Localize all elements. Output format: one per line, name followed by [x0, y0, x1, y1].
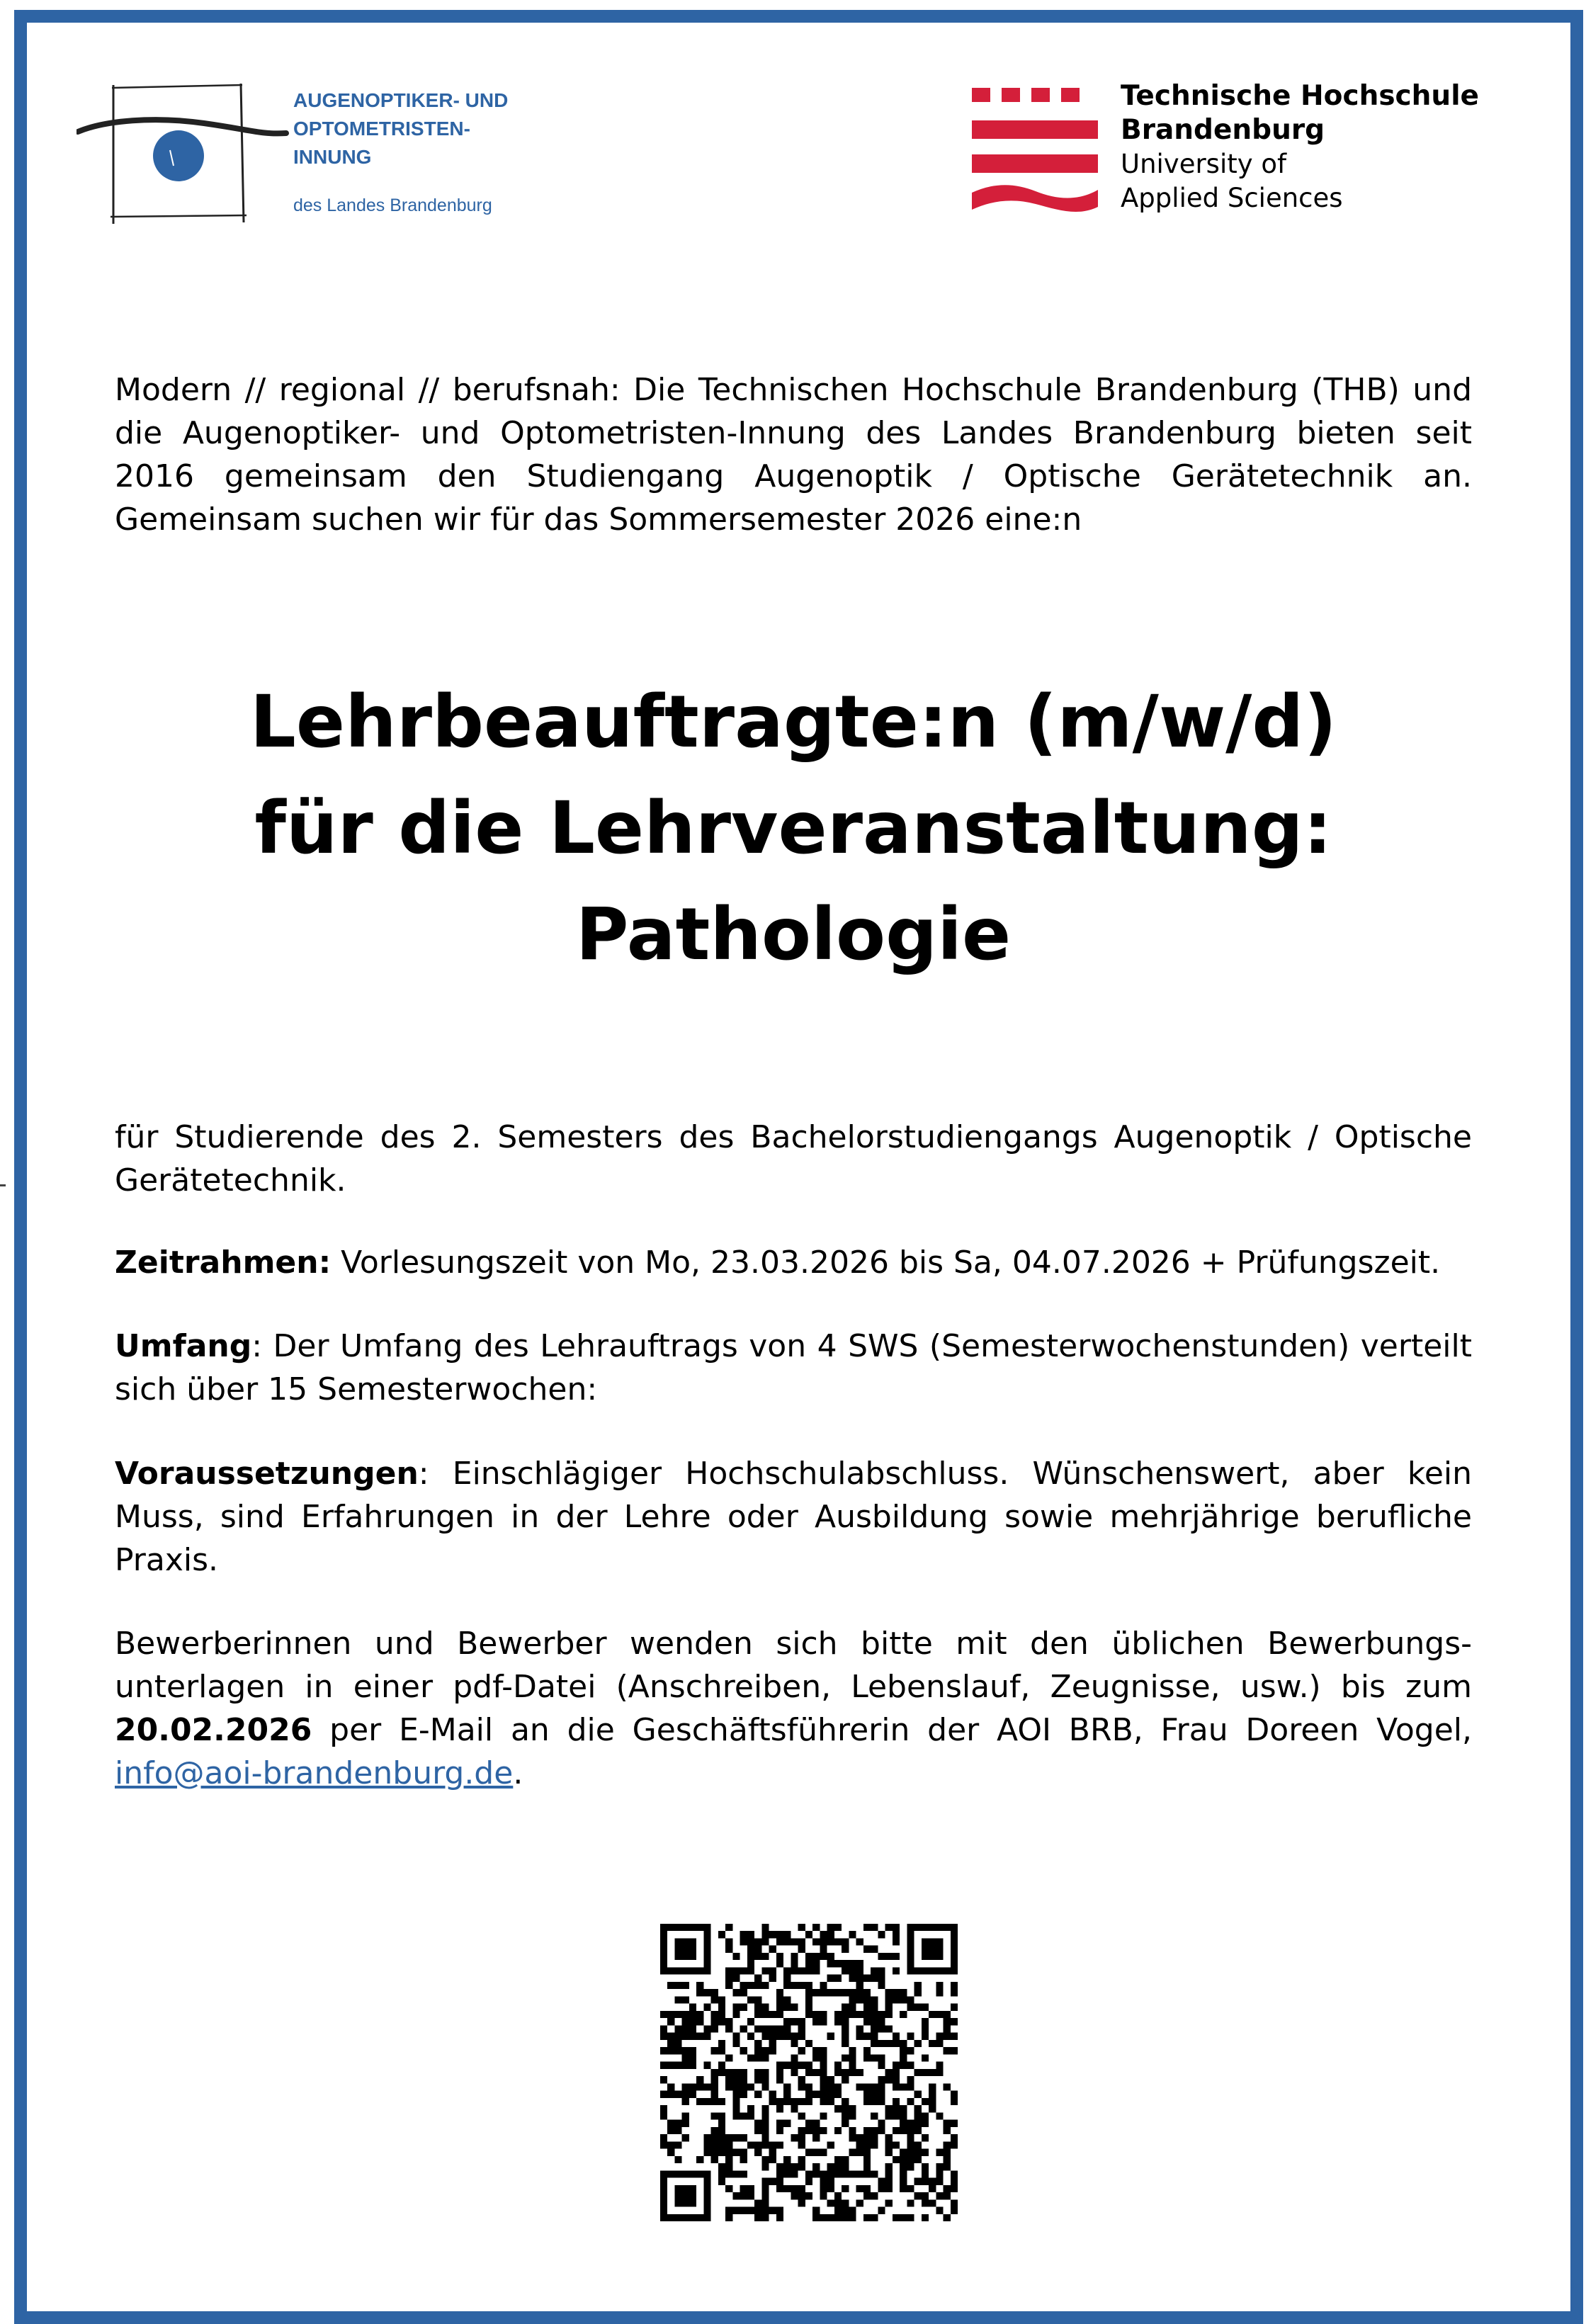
voraussetzungen-paragraph	[115, 1452, 1472, 1582]
qr-code-icon	[660, 1924, 958, 2221]
umfang-text: : Der Umfang des Lehrauftrags von 4 SWS (Semesterwochenstunden) verteilt sich über 15 Semesterwochen:	[115, 1328, 1472, 1407]
aoi-subline: des Landes Brandenburg	[293, 195, 492, 215]
thb-name-line-1: Technische Hochschule	[1121, 80, 1480, 112]
aoi-logo	[77, 76, 558, 239]
eye-logo-icon	[77, 76, 289, 232]
thb-name-line-4: Applied Sciences	[1121, 183, 1343, 213]
students-paragraph: für Studierende des 2. Semesters des Bachelorstudiengangs Augenoptik / Optische Gerätetechnik.	[115, 1119, 1472, 1198]
intro-paragraph: Modern // regional // berufsnah: Die Technischen Hochschule Brandenburg (THB) und die Augenoptiker- und Optometristen-Innung des Landes Brandenburg bieten seit 2016 gemeinsam den Studiengang Augenoptik / Optische Gerätetechnik an. Gemeinsam suchen wir für das Sommersemester 2026 eine:n	[115, 372, 1472, 538]
zeitrahmen-paragraph	[115, 1241, 1472, 1284]
headline-line-2: für die Lehrveranstaltung:	[254, 786, 1332, 871]
deadline-date: 20.02.2026	[115, 1712, 312, 1748]
zeitrahmen-text: Vorlesungszeit von Mo, 23.03.2026 bis Sa, 04.07.2026 + Prüfungszeit.	[331, 1245, 1441, 1281]
aoi-name-line-2: OPTOMETRISTEN-	[293, 118, 470, 140]
umfang-label: Umfang	[115, 1328, 252, 1364]
email-link[interactable]: info@aoi-brandenburg.de	[115, 1755, 514, 1791]
aoi-name-line-3: INNUNG	[293, 146, 372, 168]
aoi-name-line-1: AUGENOPTIKER- UND	[293, 89, 509, 111]
umfang-paragraph	[115, 1325, 1472, 1411]
qr-modules	[660, 1924, 958, 2221]
bewerbung-paragraph	[115, 1622, 1472, 1795]
thb-name-line-2: Brandenburg	[1121, 114, 1325, 146]
zeitrahmen-label: Zeitrahmen:	[115, 1245, 332, 1281]
qr-code[interactable]	[660, 1924, 958, 2221]
bewerbung-text-2: per E-Mail an die Geschäftsführerin der AOI BRB, Frau Doreen Vogel,	[312, 1712, 1472, 1748]
bewerbung-end: .	[513, 1755, 523, 1791]
headline-line-3: Pathologie	[575, 892, 1012, 977]
thb-name-line-3: University of	[1121, 149, 1287, 179]
bewerbung-text-1: Bewerberinnen und Bewerber wenden sich bitte mit den üblichen Bewerbungs-unterlagen in einer pdf-Datei (Anschreiben, Lebenslauf, Zeugnisse, usw.) bis zum	[115, 1626, 1472, 1705]
voraussetzungen-text: : Einschlägiger Hochschulabschluss. Wünschenswert, aber kein Muss, sind Erfahrungen in der Lehre oder Ausbildung sowie mehrjährige berufliche Praxis.	[115, 1456, 1472, 1578]
thb-logo	[972, 79, 1482, 221]
margin-tick	[0, 1184, 6, 1186]
thb-flag-icon	[972, 79, 1099, 214]
voraussetzungen-label: Voraussetzungen	[115, 1456, 419, 1492]
headline-line-1: Lehrbeauftragte:n (m/w/d)	[249, 680, 1337, 764]
job-headline	[115, 669, 1472, 988]
